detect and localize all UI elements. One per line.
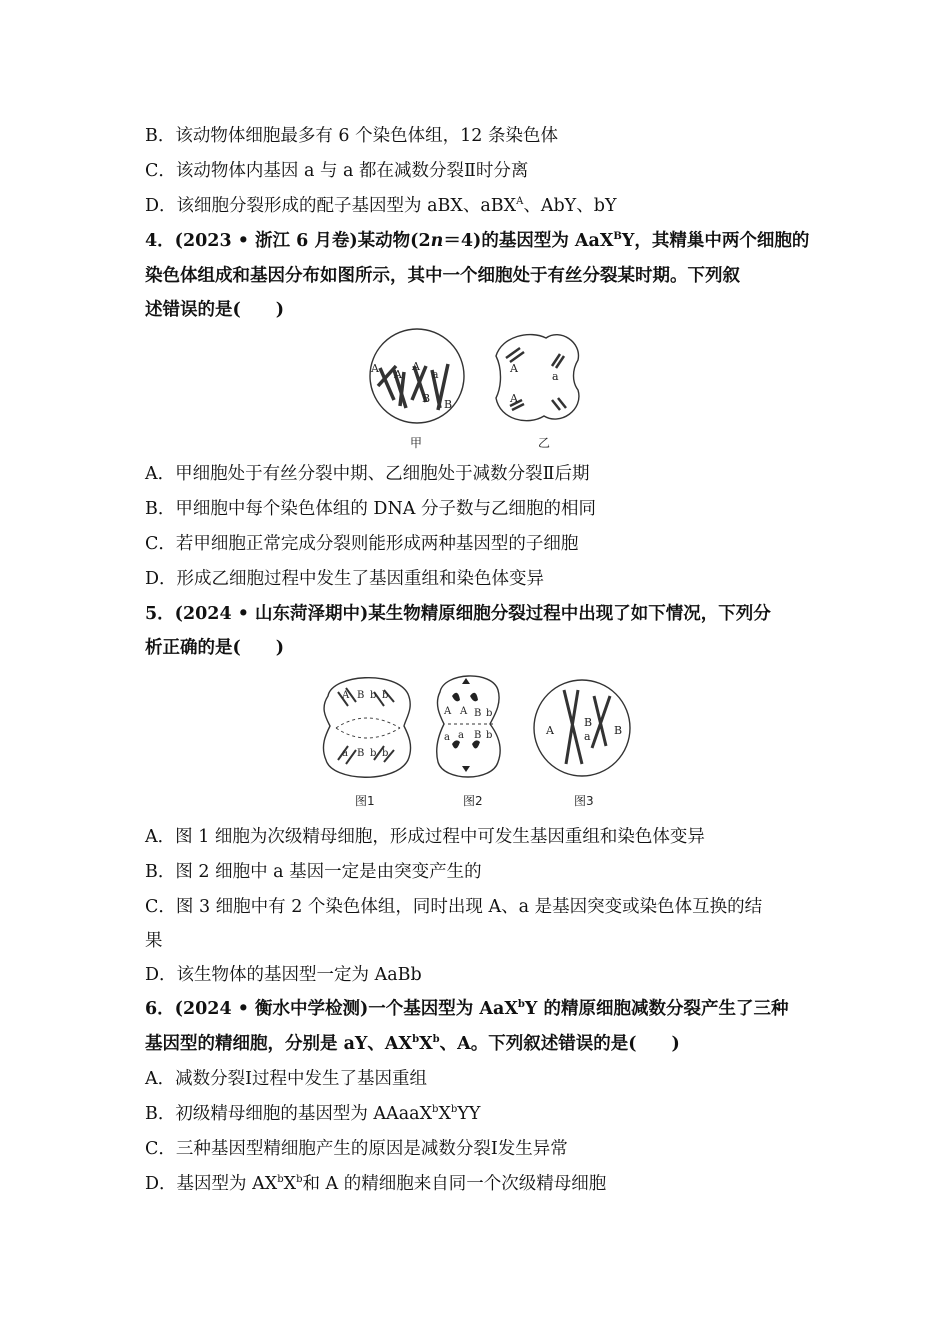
- svg-text:b: b: [370, 748, 377, 759]
- svg-text:a: a: [584, 730, 591, 743]
- q6-stem-line1: 6．(2024 • 衡水中学检测)一个基因型为 AaX$^b$Y 的精原细胞减数分裂产生了三种: [145, 999, 789, 1019]
- q6-stem-line2: 基因型的精细胞，分别是 aY、$AX^bX^b$、A。下列叙述错误的是( ): [145, 1034, 680, 1054]
- svg-text:b: b: [382, 748, 389, 759]
- q3-option-d: D．该细胞分裂形成的配子基因型为 aBX、aBX$^A$、AbY、bY: [145, 196, 617, 216]
- svg-text:A: A: [371, 362, 379, 375]
- q3-option-b: B．该动物体细胞最多有 6 个染色体组，12 条染色体: [145, 126, 558, 146]
- q5-option-c-line2: 果: [145, 931, 163, 951]
- svg-text:a: a: [432, 368, 439, 381]
- svg-text:a: a: [342, 748, 348, 759]
- svg-text:a: a: [444, 732, 450, 743]
- q6-option-c: C．三种基因型精细胞产生的原因是减数分裂Ⅰ发生异常: [145, 1139, 568, 1159]
- svg-text:B: B: [444, 398, 453, 411]
- q5-caption-fig2: 图2: [463, 794, 483, 808]
- svg-text:A: A: [412, 360, 420, 373]
- svg-text:b: b: [486, 708, 493, 719]
- svg-text:B: B: [474, 730, 482, 741]
- q4-option-a: A．甲细胞处于有丝分裂中期、乙细胞处于减数分裂Ⅱ后期: [145, 464, 590, 484]
- svg-text:A: A: [444, 706, 452, 717]
- svg-text:b: b: [370, 690, 377, 701]
- figure-1-cell: [323, 678, 410, 778]
- svg-text:b: b: [382, 690, 389, 701]
- q5-option-d: D．该生物体的基因型一定为 AaBb: [145, 965, 422, 985]
- svg-text:A: A: [342, 690, 350, 701]
- q6-option-b: B．初级精母细胞的基因型为 $AAaaX^bX^bYY$: [145, 1104, 481, 1124]
- q4-stem-line2: 染色体组成和基因分布如图所示，其中一个细胞处于有丝分裂某时期。下列叙: [145, 266, 740, 286]
- svg-text:A: A: [546, 724, 554, 737]
- q5-caption-fig3: 图3: [574, 794, 594, 808]
- q6-option-d: D．基因型为 $AX^bX^b$和 A 的精细胞来自同一个次级精母细胞: [145, 1174, 607, 1194]
- svg-text:A: A: [394, 368, 402, 381]
- svg-text:B: B: [584, 716, 593, 729]
- q6-option-a: A．减数分裂Ⅰ过程中发生了基因重组: [145, 1069, 428, 1089]
- svg-text:B: B: [357, 748, 365, 759]
- q4-option-d: D．形成乙细胞过程中发生了基因重组和染色体变异: [145, 569, 545, 589]
- q5-option-c-line1: C．图 3 细胞中有 2 个染色体组，同时出现 A、a 是基因突变或染色体互换的结: [145, 897, 763, 917]
- q5-option-a: A．图 1 细胞为次级精母细胞，形成过程中可发生基因重组和染色体变异: [145, 827, 705, 847]
- q4-option-c: C．若甲细胞正常完成分裂则能形成两种基因型的子细胞: [145, 534, 579, 554]
- svg-text:B: B: [614, 724, 623, 737]
- svg-text:B: B: [474, 708, 482, 719]
- q5-stem-line2: 析正确的是( ): [145, 638, 285, 658]
- q5-caption-fig1: 图1: [355, 794, 375, 808]
- svg-text:B: B: [422, 392, 431, 405]
- q5-figure: [316, 668, 636, 788]
- q5-option-b: B．图 2 细胞中 a 基因一定是由突变产生的: [145, 862, 482, 882]
- q4-stem-line3: 述错误的是( ): [145, 300, 285, 320]
- q4-caption-jia: 甲: [410, 436, 423, 450]
- svg-text:A: A: [510, 362, 518, 375]
- svg-text:A: A: [510, 392, 518, 405]
- q4-caption-yi: 乙: [538, 436, 551, 450]
- q5-stem-line1: 5．(2024 • 山东菏泽期中)某生物精原细胞分裂过程中出现了如下情况，下列分: [145, 604, 771, 624]
- q4-option-b: B．甲细胞中每个染色体组的 DNA 分子数与乙细胞的相同: [145, 499, 596, 519]
- svg-text:b: b: [486, 730, 493, 741]
- figure-2-cell: [437, 676, 500, 777]
- svg-text:a: a: [552, 370, 559, 383]
- svg-text:B: B: [357, 690, 365, 701]
- cell-yi: [496, 335, 579, 421]
- svg-text:a: a: [458, 730, 464, 741]
- q4-figure: [360, 328, 590, 428]
- q3-option-c: C．该动物体内基因 a 与 a 都在减数分裂Ⅱ时分离: [145, 161, 529, 181]
- q4-stem-line1: 4．(2023 • 浙江 6 月卷)某动物(2n＝4)的基因型为 AaX$^B$Y，其精巢中两个细胞的: [145, 231, 810, 251]
- svg-text:A: A: [460, 706, 468, 717]
